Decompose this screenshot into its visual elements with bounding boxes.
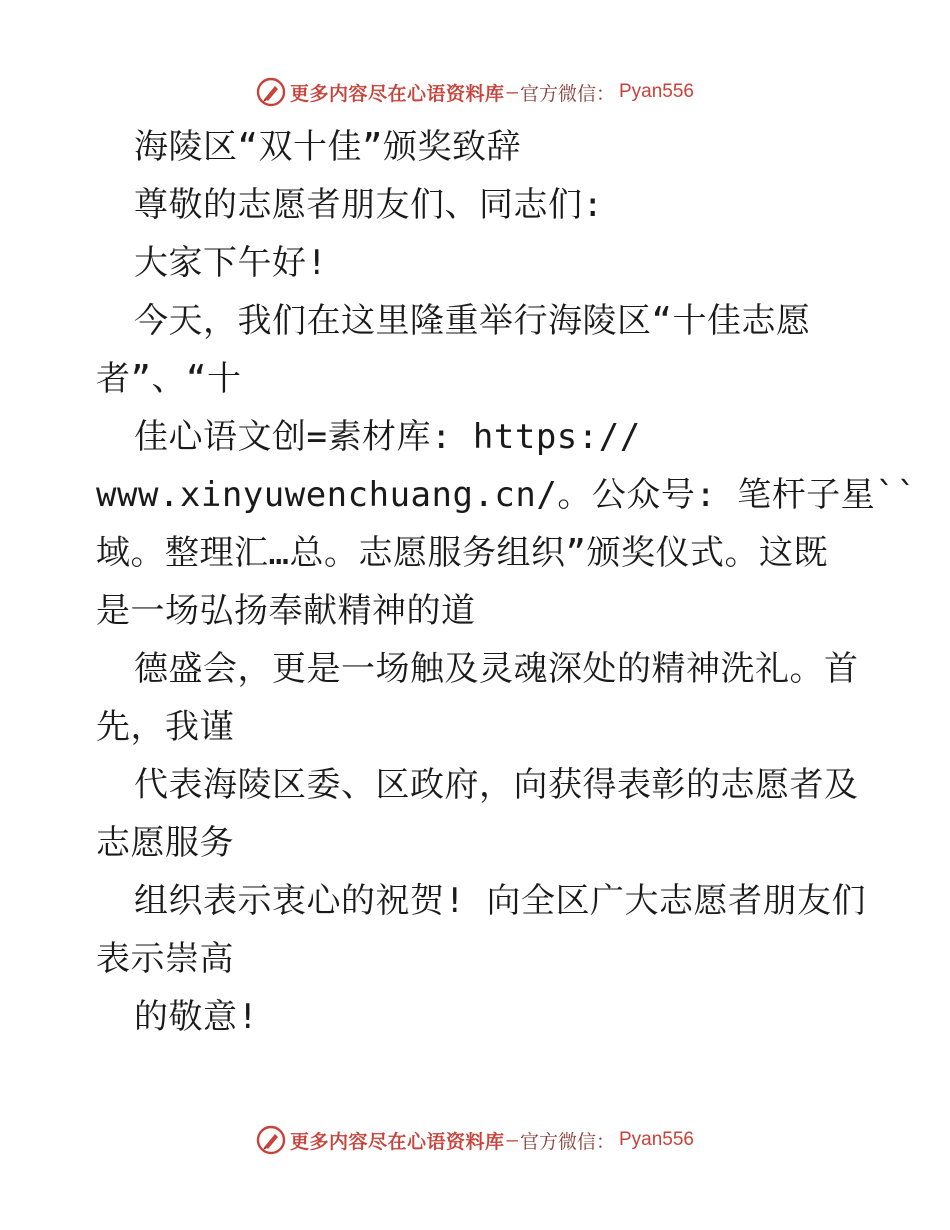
document-body (96, 118, 918, 1046)
body-line: 表示崇高 (96, 939, 234, 979)
banner-dash: — (506, 81, 518, 103)
body-line: www.xinyuwenchuang.cn/。公众号: 笔杆子星`` (96, 475, 918, 515)
body-line: 德盛会，更是一场触及灵魂深处的精神洗礼。首 (134, 649, 859, 689)
pen-logo-icon (256, 77, 286, 107)
banner-wechat-id: Pyan556 (618, 1129, 694, 1150)
body-line: 者”、“十 (96, 359, 242, 399)
body-line: 今天，我们在这里隆重举行海陵区“十佳志愿 (134, 301, 811, 341)
body-line: 尊敬的志愿者朋友们、同志们: (134, 185, 604, 225)
body-line: 代表海陵区委、区政府，向获得表彰的志愿者及 (134, 765, 859, 805)
header-banner (0, 72, 950, 112)
body-line: 组织表示衷心的祝贺! 向全区广大志愿者朋友们 (134, 881, 866, 921)
body-line: 的敬意! (134, 997, 259, 1037)
banner-wechat-label: 官方微信： (519, 1130, 615, 1153)
banner-dash: — (506, 1129, 518, 1151)
body-line: 是一场弘扬奉献精神的道 (96, 591, 476, 631)
banner-wechat-id: Pyan556 (618, 81, 694, 102)
footer-banner (0, 1120, 950, 1160)
banner-main-text: 更多内容尽在心语资料库 (290, 1130, 505, 1153)
banner-main-text: 更多内容尽在心语资料库 (290, 82, 505, 105)
banner-wechat-label: 官方微信： (519, 82, 615, 105)
pen-logo-icon (256, 1125, 286, 1155)
body-line: 先，我谨 (96, 707, 234, 747)
body-line: 域。整理汇…总。志愿服务组织”颁奖仪式。这既 (96, 533, 828, 573)
body-line: 大家下午好! (134, 243, 328, 283)
body-line: 海陵区“双十佳”颁奖致辞 (134, 127, 521, 167)
body-line: 佳心语文创=素材库: https:// (134, 417, 641, 457)
body-line: 志愿服务 (96, 823, 234, 863)
